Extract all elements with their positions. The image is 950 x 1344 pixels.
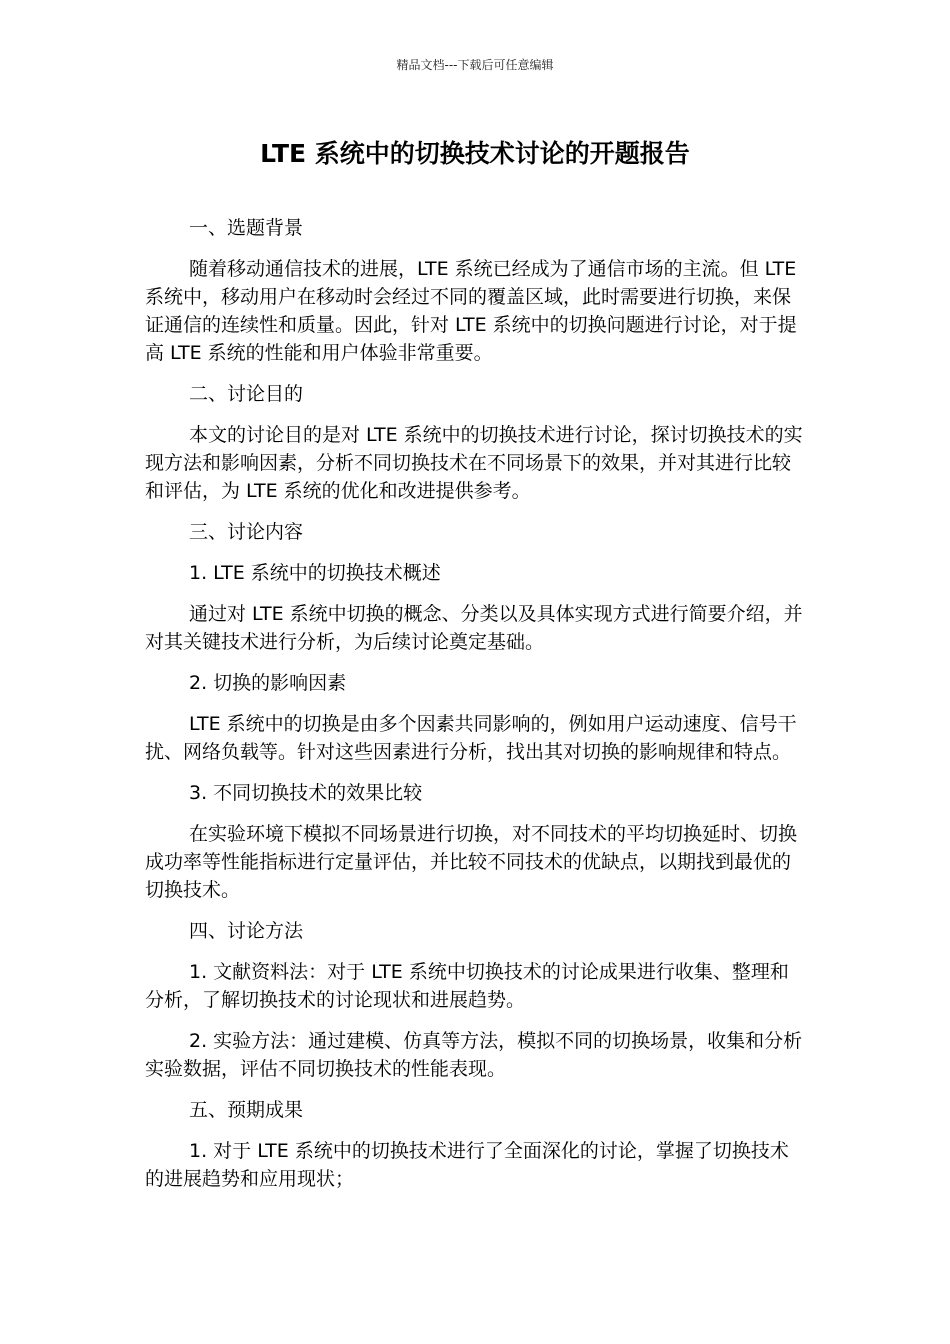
paragraph-purpose: 本文的讨论目的是对 LTE 系统中的切换技术进行讨论，探讨切换技术的实现方法和影响因素，分析不同切换技术在不同场景下的效果，并对其进行比较和评估，为 LTE 系统的优化和改进提供参考。	[145, 424, 803, 502]
paragraph-method-literature: 1. 文献资料法：对于 LTE 系统中切换技术的讨论成果进行收集、整理和分析，了解切换技术的讨论现状和进展趋势。	[145, 961, 789, 1011]
paragraph-comparison: 在实验环境下模拟不同场景进行切换，对不同技术的平均切换延时、切换成功率等性能指标进行定量评估，并比较不同技术的优缺点，以期找到最优的切换技术。	[145, 823, 798, 901]
subheading-factors: 2. 切换的影响因素	[189, 672, 347, 694]
section-heading-background: 一、选题背景	[189, 217, 304, 239]
section-heading-content: 三、讨论内容	[189, 521, 304, 543]
paragraph-overview: 通过对 LTE 系统中切换的概念、分类以及具体实现方式进行简要介绍，并对其关键技术进行分析，为后续讨论奠定基础。	[145, 603, 803, 653]
subheading-comparison: 3. 不同切换技术的效果比较	[189, 782, 423, 804]
paragraph-factors: LTE 系统中的切换是由多个因素共同影响的，例如用户运动速度、信号干扰、网络负载等。针对这些因素进行分析，找出其对切换的影响规律和特点。	[145, 713, 797, 763]
paragraph-method-experiment: 2. 实验方法：通过建模、仿真等方法，模拟不同的切换场景，收集和分析实验数据，评估不同切换技术的性能表现。	[145, 1030, 803, 1080]
document-body	[145, 214, 805, 1206]
section-heading-methods: 四、讨论方法	[189, 920, 304, 942]
section-heading-purpose: 二、讨论目的	[189, 383, 304, 405]
paragraph-outcome-1: 1. 对于 LTE 系统中的切换技术进行了全面深化的讨论，掌握了切换技术的进展趋势和应用现状；	[145, 1140, 789, 1190]
page-header: 精品文档---下载后可任意编辑	[396, 58, 554, 72]
section-heading-outcomes: 五、预期成果	[189, 1099, 304, 1121]
subheading-overview: 1. LTE 系统中的切换技术概述	[189, 562, 441, 584]
paragraph-background: 随着移动通信技术的进展，LTE 系统已经成为了通信市场的主流。但 LTE 系统中，移动用户在移动时会经过不同的覆盖区域，此时需要进行切换，来保证通信的连续性和质量。因此，针对 LTE 系统中的切换问题进行讨论，对于提高 LTE 系统的性能和用户体验非常重要。	[145, 258, 797, 364]
document-title: LTE 系统中的切换技术讨论的开题报告	[260, 139, 690, 168]
